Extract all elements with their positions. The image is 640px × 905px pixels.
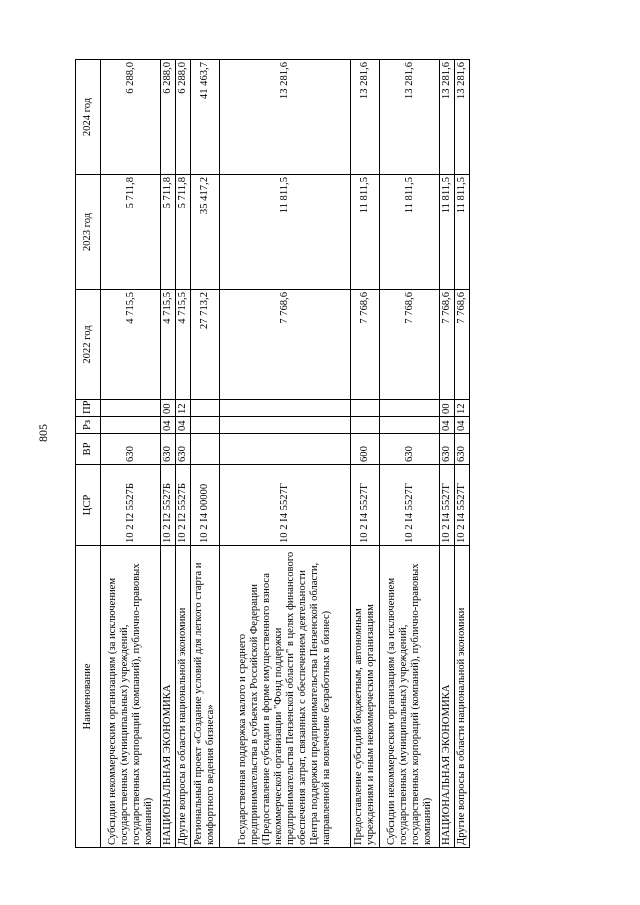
cell-2022: 27 713,2 — [190, 290, 220, 400]
cell-pr — [220, 400, 351, 417]
cell-2023: 11 811,5 — [220, 175, 351, 290]
cell-csr: 10 2 I4 5527Г — [455, 465, 470, 546]
header-2024: 2024 год — [76, 60, 101, 175]
cell-2022: 7 768,6 — [220, 290, 351, 400]
cell-vr: 630 — [175, 434, 190, 465]
cell-rz — [350, 417, 380, 434]
table-row — [455, 60, 470, 848]
cell-name: НАЦИОНАЛЬНАЯ ЭКОНОМИКА — [440, 546, 455, 848]
cell-2023: 11 811,5 — [455, 175, 470, 290]
cell-pr: 12 — [175, 400, 190, 417]
cell-csr: 10 2 I2 5527Б — [175, 465, 190, 546]
table-row — [220, 60, 351, 848]
cell-2022: 7 768,6 — [380, 290, 440, 400]
cell-2024: 41 463,7 — [190, 60, 220, 175]
cell-vr — [220, 434, 351, 465]
header-2022: 2022 год — [76, 290, 101, 400]
cell-2023: 11 811,5 — [380, 175, 440, 290]
cell-vr: 630 — [101, 434, 161, 465]
cell-name: Региональный проект «Создание условий для легкого старта и комфортного ведения бизнеса» — [190, 546, 220, 848]
cell-csr: 10 2 I4 5527Г — [380, 465, 440, 546]
cell-2024: 13 281,6 — [455, 60, 470, 175]
table-row — [161, 60, 176, 848]
cell-2023: 11 811,5 — [350, 175, 380, 290]
table-row — [101, 60, 161, 848]
cell-vr: 630 — [455, 434, 470, 465]
cell-pr — [101, 400, 161, 417]
cell-rz — [190, 417, 220, 434]
cell-2022: 4 715,5 — [175, 290, 190, 400]
header-2023: 2023 год — [76, 175, 101, 290]
cell-2022: 7 768,6 — [350, 290, 380, 400]
cell-name: НАЦИОНАЛЬНАЯ ЭКОНОМИКА — [161, 546, 176, 848]
cell-pr — [350, 400, 380, 417]
cell-pr: 12 — [455, 400, 470, 417]
cell-name: Предоставление субсидий бюджетным, автономным учреждениям и иным некоммерческим организациям — [350, 546, 380, 848]
table-row — [350, 60, 380, 848]
header-name: Наименование — [76, 546, 101, 848]
cell-name: Субсидии некоммерческим организациям (за исключением государственных (муниципальных) учреждений, государственных корпораций (компаний), публично-правовых компаний) — [101, 546, 161, 848]
cell-rz: 04 — [161, 417, 176, 434]
cell-name: Субсидии некоммерческим организациям (за исключением государственных (муниципальных) учреждений, государственных корпораций (компаний), публично-правовых компаний) — [380, 546, 440, 848]
cell-pr — [190, 400, 220, 417]
cell-pr — [380, 400, 440, 417]
cell-2024: 6 288,0 — [161, 60, 176, 175]
cell-vr: 600 — [350, 434, 380, 465]
cell-2024: 13 281,6 — [220, 60, 351, 175]
cell-2023: 35 417,2 — [190, 175, 220, 290]
cell-2023: 5 711,8 — [175, 175, 190, 290]
cell-csr: 10 2 I4 5527Г — [220, 465, 351, 546]
budget-table — [75, 59, 470, 848]
cell-vr: 630 — [161, 434, 176, 465]
header-vr: ВР — [76, 434, 101, 465]
cell-name: Государственная поддержка малого и среднего предпринимательства в субъектах Российской Федерации (Предоставление субсидии в форме имущественного взноса некоммерческой организации "Фонд поддержки предпринимательства Пензенской области" в целях финансового обеспечения затрат, связанных с обеспечением деятельности Центра поддержки предпринимательства Пензенской области, направленной на вовлечение безработных в бизнес) — [220, 546, 351, 848]
cell-2022: 4 715,5 — [161, 290, 176, 400]
cell-2023: 11 811,5 — [440, 175, 455, 290]
cell-rz: 04 — [440, 417, 455, 434]
header-pr: ПР — [76, 400, 101, 417]
cell-2022: 7 768,6 — [440, 290, 455, 400]
header-csr: ЦСР — [76, 465, 101, 546]
cell-rz: 04 — [455, 417, 470, 434]
cell-rz — [101, 417, 161, 434]
cell-csr: 10 2 I4 00000 — [190, 465, 220, 546]
table-row — [175, 60, 190, 848]
cell-rz: 04 — [175, 417, 190, 434]
cell-name: Другие вопросы в области национальной экономики — [455, 546, 470, 848]
header-rz: Рз — [76, 417, 101, 434]
cell-2022: 4 715,5 — [101, 290, 161, 400]
cell-pr: 00 — [161, 400, 176, 417]
table-header-row — [76, 60, 101, 848]
cell-rz — [380, 417, 440, 434]
page-number: 805 — [36, 424, 50, 442]
cell-2024: 13 281,6 — [350, 60, 380, 175]
table-row — [440, 60, 455, 848]
cell-2024: 6 288,0 — [101, 60, 161, 175]
cell-2024: 13 281,6 — [380, 60, 440, 175]
cell-name: Другие вопросы в области национальной экономики — [175, 546, 190, 848]
cell-2022: 7 768,6 — [455, 290, 470, 400]
rotated-table-container — [75, 60, 470, 848]
cell-csr: 10 2 I2 5527Б — [101, 465, 161, 546]
cell-pr: 00 — [440, 400, 455, 417]
cell-2023: 5 711,8 — [161, 175, 176, 290]
cell-csr: 10 2 I4 5527Г — [440, 465, 455, 546]
table-row — [190, 60, 220, 848]
cell-2024: 13 281,6 — [440, 60, 455, 175]
cell-vr: 630 — [440, 434, 455, 465]
table-row — [380, 60, 440, 848]
cell-rz — [220, 417, 351, 434]
cell-csr: 10 2 I4 5527Г — [350, 465, 380, 546]
cell-csr: 10 2 I2 5527Б — [161, 465, 176, 546]
cell-vr: 630 — [380, 434, 440, 465]
cell-vr — [190, 434, 220, 465]
cell-2024: 6 288,0 — [175, 60, 190, 175]
cell-2023: 5 711,8 — [101, 175, 161, 290]
